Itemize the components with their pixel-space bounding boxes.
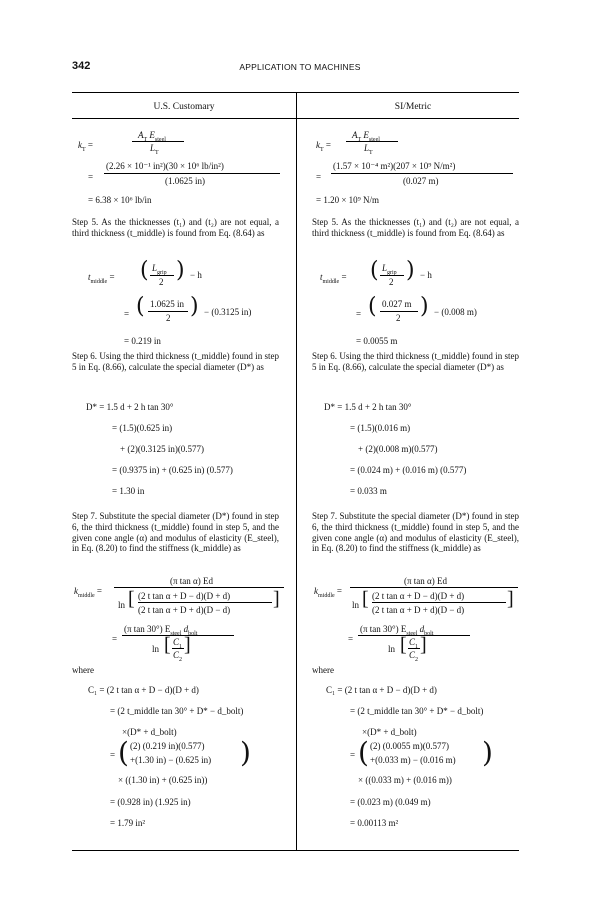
tmid-eq: = (124, 309, 130, 319)
tmid-denominator: 2 (166, 313, 171, 323)
c1-line3: ×(D* + d_bolt) (122, 727, 177, 737)
c1-line5: × ((0.033 m) + (0.016 m)) (358, 775, 452, 785)
kmid2-c1: $C_1$ (173, 637, 183, 650)
bracket-left: [ (128, 588, 135, 610)
paren-left: ( (140, 258, 149, 283)
tmid-tail: − (0.008 m) (434, 307, 477, 317)
c1-line4-eq: = (350, 750, 356, 760)
kt-eq2: = (88, 172, 94, 182)
kt-numerator: $A_T$ $E_{steel}$ (138, 130, 166, 143)
kmid2-numerator: (π tan 30°) $E_{steel}$ $d_{bolt}$ (124, 624, 198, 637)
c1-line2: = (2 t_middle tan 30° + D* − d_bolt) (110, 706, 244, 716)
left-column-heading: U.S. Customary (153, 102, 215, 112)
grip-denominator: 2 (159, 277, 164, 287)
c1-line4a: (2) (0.219 in)(0.577) (130, 741, 205, 751)
c1-line7: = 1.79 in² (110, 818, 146, 828)
c1-line6: = (0.023 m) (0.049 m) (350, 797, 431, 807)
paren-right: ) (406, 258, 415, 283)
kmid2-numerator: (π tan 30°) $E_{steel}$ $d_{bolt}$ (360, 624, 434, 637)
kmid-inner-den: (2 t tan α + D + d)(D − d) (372, 605, 465, 615)
kmid2-c1: $C_1$ (409, 637, 419, 650)
d-line2: = (1.5)(0.016 m) (350, 423, 411, 433)
bracket-left: [ (400, 634, 407, 656)
kt-result: = 6.38 × 10⁶ lb/in (88, 195, 152, 205)
c1-line4b: +(1.30 in) − (0.625 in) (130, 755, 212, 765)
d-line1: D* = 1.5 d + 2 h tan 30° (86, 402, 174, 412)
kmid-numerator: (π tan α) Ed (170, 576, 213, 586)
kmid-inner-num: (2 t tan α + D − d)(D + d) (372, 591, 465, 601)
paren-left: ( (136, 294, 145, 319)
running-title: APPLICATION TO MACHINES (239, 62, 361, 72)
c1-line2: = (2 t_middle tan 30° + D* − d_bolt) (350, 706, 484, 716)
grip-numerator: $L_{grip}$ (382, 263, 397, 276)
minus-h: − h (190, 270, 202, 280)
c1-line4-eq: = (110, 750, 116, 760)
kt-denominator-values: (1.0625 in) (165, 176, 205, 186)
d-line2: = (1.5)(0.625 in) (112, 423, 173, 433)
d-line3: + (2)(0.008 m)(0.577) (358, 444, 438, 454)
tmid-numerator: 1.0625 in (150, 299, 185, 309)
d-line5: = 1.30 in (112, 486, 145, 496)
kmid2-c2: $C_2$ (409, 650, 419, 663)
kmid2-c2: $C_2$ (173, 650, 183, 663)
paren-right: ) (482, 736, 493, 769)
kmid-inner-den: (2 t tan α + D + d)(D − d) (138, 605, 231, 615)
d-line5: = 0.033 m (350, 486, 387, 496)
d-line3: + (2)(0.3125 in)(0.577) (120, 444, 205, 454)
paren-left: ( (118, 736, 129, 769)
tmid-eq: = (356, 309, 362, 319)
bracket-right: ] (507, 588, 514, 610)
kt-denominator: $L_T$ (150, 143, 159, 156)
paren-left: ( (358, 736, 369, 769)
kt-numerator-values: (1.57 × 10⁻⁴ m²)(207 × 10⁹ N/m²) (333, 161, 456, 171)
minus-h: − h (420, 270, 432, 280)
kmid2-eq: = (348, 634, 354, 644)
kt-denominator-values: (0.027 m) (403, 176, 439, 186)
step5-text: Step 5. As the thicknesses (t₁) and (t₂) are not equal, a third thickness (t_middle) is found from Eq. (8.64) as (312, 217, 519, 238)
c1-line6: = (0.928 in) (1.925 in) (110, 797, 191, 807)
step6-text: Step 6. Using the third thickness (t_middle) found in step 5 in Eq. (8.66), calculate the special diameter (D*) as (72, 351, 279, 372)
kt-fraction-bar (346, 141, 398, 142)
kmid2-bar (358, 635, 470, 636)
d-line4: = (0.9375 in) + (0.625 in) (0.577) (112, 465, 233, 475)
step7-text: Step 7. Substitute the special diameter (D*) found in step 6, the third thickness (t_middle) found in step 5, and the given cone angle (α) and modulus of elasticity (E_steel), in Eq. (8.20) to find the stiffness (k_middle) as (312, 511, 519, 554)
bracket-right: ] (273, 588, 280, 610)
kmid-lhs: $k_{middle}$ = (74, 586, 102, 599)
tmid-denominator: 2 (396, 313, 401, 323)
c1-line4b: +(0.033 m) − (0.016 m) (370, 755, 456, 765)
right-column-heading: SI/Metric (394, 102, 432, 112)
kmid2-c-bar (408, 648, 420, 649)
where-label: where (312, 665, 334, 675)
step5-text: Step 5. As the thicknesses (t₁) and (t₂) are not equal, a third thickness (t_middle) is found from Eq. (8.64) as (72, 217, 279, 238)
grip-numerator: $L_{grip}$ (152, 263, 167, 276)
kmid-lhs: $k_{middle}$ = (314, 586, 342, 599)
paren-right: ) (240, 736, 251, 769)
c1-line3: ×(D* + d_bolt) (362, 727, 417, 737)
kmid-ln: ln (118, 600, 126, 610)
tmid-result: = 0.0055 m (356, 336, 398, 346)
bracket-right: ] (184, 634, 191, 656)
grip-denominator: 2 (389, 277, 394, 287)
page-number: 342 (72, 60, 91, 72)
tmid-numerator: 0.027 m (382, 299, 412, 309)
paren-left: ( (368, 294, 377, 319)
kt-eq2: = (316, 172, 322, 182)
kmid-ln: ln (352, 600, 360, 610)
kt-denominator: $L_T$ (364, 143, 373, 156)
kt-lhs: $k_T$ = (78, 140, 93, 153)
kt-lhs: $k_T$ = (316, 140, 331, 153)
tmid-result: = 0.219 in (124, 336, 161, 346)
bracket-right: ] (420, 634, 427, 656)
kt-numerator-values: (2.26 × 10⁻¹ in²)(30 × 10⁶ lb/in²) (106, 161, 224, 171)
kmid-bar (350, 587, 518, 588)
kmid-inner-num: (2 t tan α + D − d)(D + d) (138, 591, 231, 601)
step6-text: Step 6. Using the third thickness (t_middle) found in step 5 in Eq. (8.66), calculate the special diameter (D*) as (312, 351, 519, 372)
tmid-lhs: $t_{middle}$ = (88, 272, 115, 285)
tmid-bar (380, 311, 418, 312)
paren-right: ) (420, 294, 429, 319)
c1-line4a: (2) (0.0055 m)(0.577) (370, 741, 449, 751)
kmid2-eq: = (112, 634, 118, 644)
kt-numerator: $A_T$ $E_{steel}$ (352, 130, 380, 143)
kmid2-ln: ln (152, 644, 160, 654)
kt-values-bar (331, 173, 513, 174)
paren-left: ( (370, 258, 379, 283)
where-label: where (72, 665, 94, 675)
c1-line7: = 0.00113 m² (350, 818, 399, 828)
step7-text: Step 7. Substitute the special diameter (D*) found in step 6, the third thickness (t_middle) found in step 5, and the given cone angle (α) and modulus of elasticity (E_steel), in Eq. (8.20) to find the stiffness (k_middle) as (72, 511, 279, 554)
kmid-numerator: (π tan α) Ed (404, 576, 447, 586)
bracket-left: [ (164, 634, 171, 656)
grip-bar (380, 275, 404, 276)
c1-line1: C₁ = (2 t tan α + D − d)(D + d) (326, 685, 437, 695)
d-line1: D* = 1.5 d + 2 h tan 30° (324, 402, 412, 412)
kmid-inner-bar (372, 602, 506, 603)
c1-line5: × ((1.30 in) + (0.625 in)) (118, 775, 208, 785)
c1-line1: C₁ = (2 t tan α + D − d)(D + d) (88, 685, 199, 695)
bracket-left: [ (362, 588, 369, 610)
paren-right: ) (176, 258, 185, 283)
kmid2-ln: ln (388, 644, 396, 654)
kt-result: = 1.20 × 10⁹ N/m (316, 195, 380, 205)
d-line4: = (0.024 m) + (0.016 m) (0.577) (350, 465, 467, 475)
tmid-tail: − (0.3125 in) (204, 307, 252, 317)
paren-right: ) (190, 294, 199, 319)
tmid-lhs: $t_{middle}$ = (320, 272, 347, 285)
